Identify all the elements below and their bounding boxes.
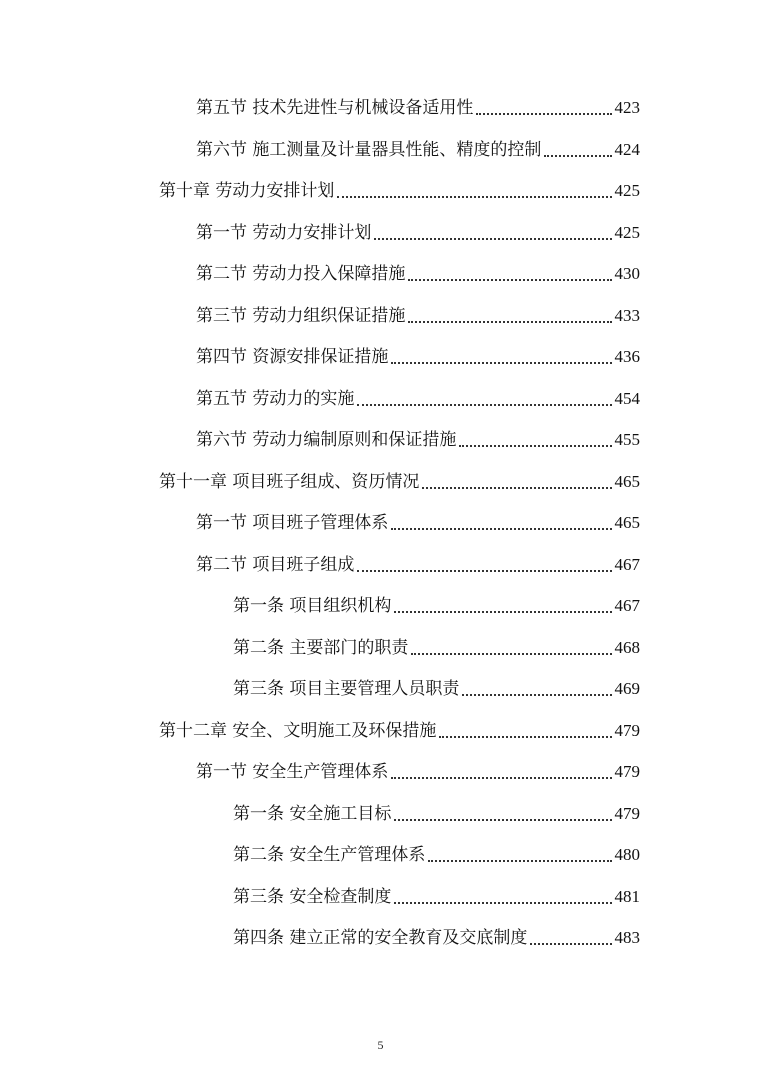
toc-entry[interactable] bbox=[233, 675, 640, 703]
toc-entry-page: 479 bbox=[614, 762, 640, 781]
toc-entry[interactable] bbox=[159, 468, 640, 496]
toc-entry[interactable] bbox=[196, 219, 640, 247]
toc-entry-page: 465 bbox=[614, 513, 640, 532]
toc-entry-title: 第四节 资源安排保证措施 bbox=[196, 347, 389, 367]
toc-entry[interactable] bbox=[159, 717, 640, 745]
toc-entry[interactable] bbox=[196, 343, 640, 371]
toc-entry-title: 第二节 项目班子组成 bbox=[196, 555, 355, 575]
toc-entry-title: 第二条 主要部门的职责 bbox=[233, 638, 409, 658]
dot-leader bbox=[476, 113, 611, 115]
toc-entry[interactable] bbox=[233, 592, 640, 620]
toc-entry-title: 第一条 项目组织机构 bbox=[233, 596, 392, 616]
toc-entry-title: 第一条 安全施工目标 bbox=[233, 804, 392, 824]
dot-leader bbox=[394, 819, 611, 821]
dot-leader bbox=[530, 943, 611, 945]
dot-leader bbox=[374, 238, 611, 240]
dot-leader bbox=[459, 445, 611, 447]
toc-entry[interactable] bbox=[233, 883, 640, 911]
toc-entry[interactable] bbox=[196, 385, 640, 413]
toc-entry-title: 第二节 劳动力投入保障措施 bbox=[196, 264, 406, 284]
toc-entry-title: 第十章 劳动力安排计划 bbox=[159, 181, 335, 201]
dot-leader bbox=[337, 196, 611, 198]
toc-entry-title: 第一节 劳动力安排计划 bbox=[196, 223, 372, 243]
dot-leader bbox=[544, 155, 611, 157]
toc-entry-title: 第一节 项目班子管理体系 bbox=[196, 513, 389, 533]
dot-leader bbox=[391, 362, 611, 364]
toc-entry-title: 第四条 建立正常的安全教育及交底制度 bbox=[233, 928, 528, 948]
toc-entry-page: 425 bbox=[614, 223, 640, 242]
dot-leader bbox=[357, 404, 611, 406]
toc-entry-page: 423 bbox=[614, 98, 640, 117]
toc-entry-page: 436 bbox=[614, 347, 640, 366]
toc-entry[interactable] bbox=[233, 924, 640, 952]
toc-entry-title: 第十一章 项目班子组成、资历情况 bbox=[159, 472, 420, 492]
toc-entry[interactable] bbox=[196, 758, 640, 786]
toc-entry-title: 第三条 项目主要管理人员职责 bbox=[233, 679, 460, 699]
toc-entry-page: 433 bbox=[614, 306, 640, 325]
dot-leader bbox=[408, 321, 611, 323]
toc-entry-title: 第三条 安全检查制度 bbox=[233, 887, 392, 907]
toc-entry-page: 424 bbox=[614, 140, 640, 159]
page-number: 5 bbox=[377, 1038, 384, 1052]
toc-entry-title: 第五节 技术先进性与机械设备适用性 bbox=[196, 98, 474, 118]
dot-leader bbox=[394, 611, 611, 613]
dot-leader bbox=[422, 487, 611, 489]
toc-entry-page: 454 bbox=[614, 389, 640, 408]
dot-leader bbox=[462, 694, 611, 696]
toc-entry-page: 430 bbox=[614, 264, 640, 283]
dot-leader bbox=[428, 860, 611, 862]
toc-entry-page: 425 bbox=[614, 181, 640, 200]
toc-entry-page: 479 bbox=[614, 721, 640, 740]
toc-entry[interactable] bbox=[196, 426, 640, 454]
dot-leader bbox=[391, 777, 611, 779]
dot-leader bbox=[439, 736, 611, 738]
toc-entry-title: 第六节 施工测量及计量器具性能、精度的控制 bbox=[196, 140, 542, 160]
toc-entry[interactable] bbox=[196, 94, 640, 122]
toc-entry[interactable] bbox=[196, 302, 640, 330]
toc-entry-page: 483 bbox=[614, 928, 640, 947]
toc-entry[interactable] bbox=[196, 509, 640, 537]
toc-entry-page: 467 bbox=[614, 596, 640, 615]
toc-entry[interactable] bbox=[159, 177, 640, 205]
toc-entry-title: 第五节 劳动力的实施 bbox=[196, 389, 355, 409]
toc-entry-page: 455 bbox=[614, 430, 640, 449]
toc-entry-title: 第二条 安全生产管理体系 bbox=[233, 845, 426, 865]
toc-entry[interactable] bbox=[196, 260, 640, 288]
toc-entry-page: 465 bbox=[614, 472, 640, 491]
toc-entry-title: 第六节 劳动力编制原则和保证措施 bbox=[196, 430, 457, 450]
toc-entry-page: 467 bbox=[614, 555, 640, 574]
dot-leader bbox=[394, 902, 611, 904]
toc-entry-title: 第十二章 安全、文明施工及环保措施 bbox=[159, 721, 437, 741]
toc-entry-page: 481 bbox=[614, 887, 640, 906]
toc-entry[interactable] bbox=[196, 136, 640, 164]
toc-entry[interactable] bbox=[233, 634, 640, 662]
toc-entry-title: 第一节 安全生产管理体系 bbox=[196, 762, 389, 782]
dot-leader bbox=[408, 279, 611, 281]
toc-entry-page: 479 bbox=[614, 804, 640, 823]
toc-entry-page: 480 bbox=[614, 845, 640, 864]
toc-entry-page: 468 bbox=[614, 638, 640, 657]
toc-entry[interactable] bbox=[233, 841, 640, 869]
toc-entry-page: 469 bbox=[614, 679, 640, 698]
toc-entry[interactable] bbox=[196, 551, 640, 579]
dot-leader bbox=[411, 653, 611, 655]
toc-entry-title: 第三节 劳动力组织保证措施 bbox=[196, 306, 406, 326]
toc-entry[interactable] bbox=[233, 800, 640, 828]
dot-leader bbox=[357, 570, 611, 572]
dot-leader bbox=[391, 528, 611, 530]
